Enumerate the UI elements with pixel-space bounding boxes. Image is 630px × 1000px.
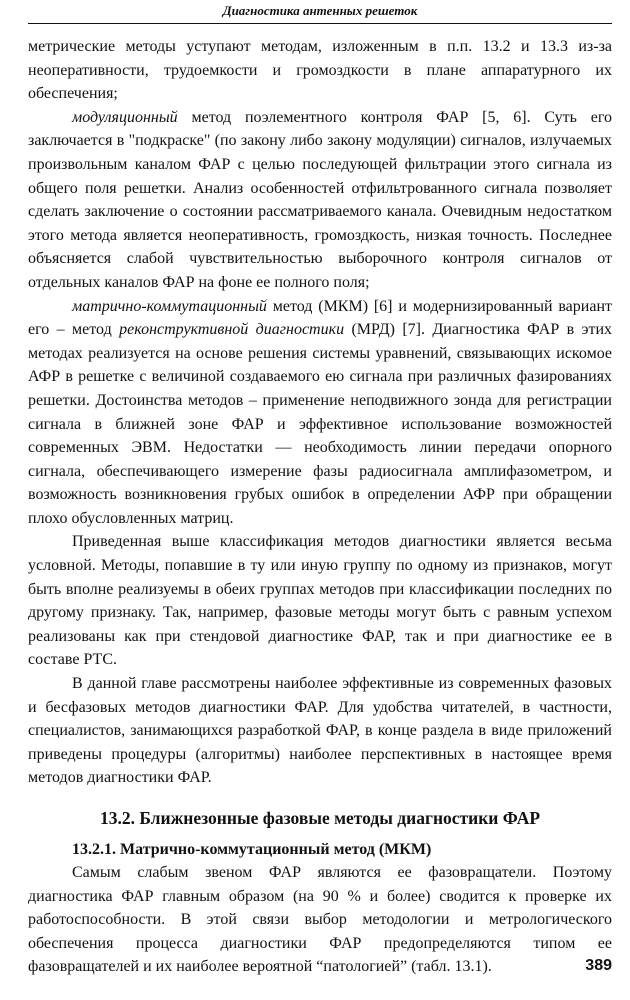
page-number: 389	[585, 957, 612, 974]
page-body	[28, 35, 612, 979]
term-matrix-commutation: матрично-коммутационный	[72, 297, 267, 315]
paragraph-classification: Приведенная выше классификация методов диагностики является весьма условной. Методы, попавшие в ту или иную группу по одному из признаков, могут быть вполне реализуемы в обеих группах методов при классификации последних по другому признаку. Так, например, фазовые методы могут быть с равным успехом реализованы как при стендовой диагностике ФАР, так и при диагностике ее в составе РТС.	[28, 533, 612, 669]
subsection-heading: 13.2.1. Матрично-коммутационный метод (МКМ)	[72, 841, 432, 858]
paragraph-matrix-text-b: (МРД) [7]. Диагностика ФАР в этих методах реализуется на основе решения системы уравнений, связывающих искомое АФР в решетке с величиной создаваемого ею сигнала при различных фазированиях решетки. Достоинства методов – применение неподвижного зонда для регистрации сигнала в ближней зоне ФАР и эффективное использование возможностей современных ЭВМ. Недостатки — необходимость линии передачи опорного сигнала, обеспечивающего измерение фазы радиосигнала амплифазометром, и возможность возникновения грубых ошибок в определении АФР при обращении плохо обусловленных матриц.	[28, 321, 613, 527]
paragraph-continued: метрические методы уступают методам, изложенным в п.п. 13.2 и 13.3 из-за неоперативности, трудоемкости и громоздкости в плане аппаратурного их обеспечения;	[28, 38, 612, 103]
paragraph-modulation-method	[28, 106, 612, 295]
paragraph-phase-shifters: Самым слабым звеном ФАР являются ее фазовращатели. Поэтому диагностика ФАР главным образом (на 90 % и более) сводится к проверке их работоспособности. В этой связи выбор методологии и метрологического обеспечения процесса диагностики ФАР предопределяются типом ее фазовращателей и их наиболее вероятной “патологией” (табл. 13.1).	[28, 864, 612, 976]
paragraph-modulation-text: метод поэлементного контроля ФАР [5, 6]. Суть его заключается в "подкраске" (по закону либо закону модуляции) сигналов, излучаемых произвольным каналом ФАР с целью последующей фильтрации этого сигнала из общего поля решетки. Анализ особенностей отфильтрованного сигнала позволяет сделать заключение о состоянии рассматриваемого канала. Очевидным недостатком этого метода является неоперативность, громоздкость, низкая точность. Последнее объясняется слабой чувствительностью выборочного контроля сигналов от отдельных каналов ФАР на фоне ее полного поля;	[28, 108, 612, 291]
paragraph-matrix-method	[28, 295, 612, 531]
term-reconstructive-diagnostics: реконструктивной диагностики	[119, 321, 345, 339]
paragraph-matrix-text-a: метод (МКМ) [6] и модернизированный вариант его – метод	[28, 297, 612, 339]
term-modulation: модуляционный	[72, 108, 178, 126]
paragraph-chapter-overview: В данной главе рассмотрены наиболее эффективные из современных фазовых и бесфазовых методов диагностики ФАР. Для удобства читателей, в частности, специалистов, занимающихся разработкой ФАР, в конце раздела в виде приложений приведены процедуры (алгоритмы) наиболее перспективных в настоящее время методов диагностики ФАР.	[28, 675, 612, 787]
running-header: Диагностика антенных решеток	[28, 0, 612, 24]
section-heading: 13.2. Ближнезонные фазовые методы диагностики ФАР	[99, 808, 541, 828]
